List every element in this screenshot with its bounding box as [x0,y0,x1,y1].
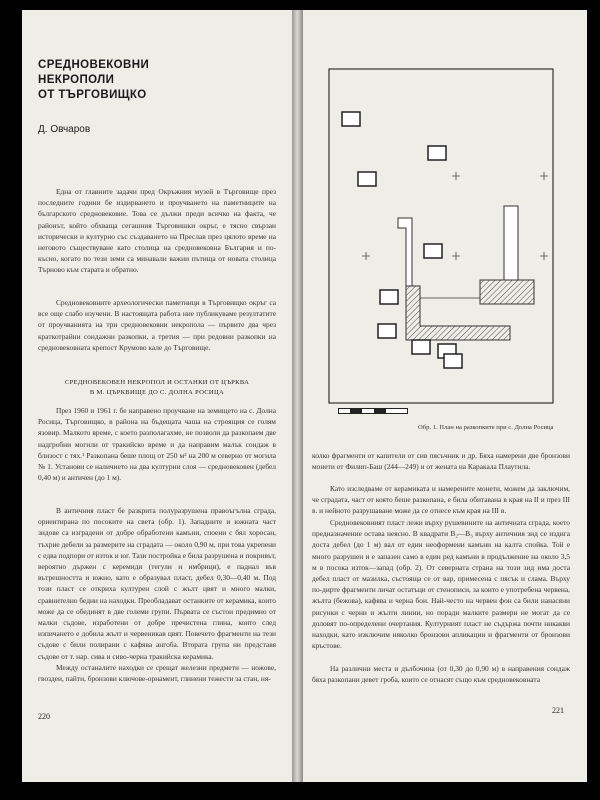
title-line-3: ОТ ТЪРГОВИЩКО [38,89,147,101]
section-heading [38,378,276,398]
page-number-left: 220 [38,712,50,721]
wall-east [504,206,518,280]
section-heading-line-2: В М. ЦЪРКВИЩЕ ДО С. ДОЛНА РОСИЦА [89,389,225,396]
section-heading-line-1: СРЕДНОВЕКОВЕН НЕКРОПОЛ И ОСТАНКИ ОТ ЦЪРКВА [64,379,250,386]
right-paragraph-1: колко фрагменти от капители от сив пясъчник и др. Бяха намерени две бронзови монети от Филип-Баш (244—249) и от жената на Каракала Плаутила. [312,451,570,472]
body-paragraph-1: През 1960 и 1961 г. бе направено проучване на земището на с. Долна Росица, Търговищко, в района на бъдещата чаша на строящия се голям язовир. Малкото време, с което разполагахме, не позволи да разкопаем две надгробни могили от тракийско време и да направим малък сондаж в близост с тях.¹ Разкопана беше площ от 250 м² на 200 м северно от могила № 1. Установи се наличието на два културни слоя — средновековен (дебел 0,40 м) и античен (до 1 м). [38,406,276,483]
wall-west [398,218,412,286]
right-paragraph-3: Средновековният пласт лежи върху рушевините на античната сграда, което предназначение остава неясно. В квадрати В₂—В₃ върху античния зид се издига доста дебел (до 1 м) вал от един неоформени камъни на калта спойка. Той е много разрушен и е запазен само в един ред камъни в продължение на около 3,5 м в посока изток—запад (обр. 2). От северната страна на този зид има доста дебел пласт от мазилка, състояща се от вар, примесена с пясък и слама. Върху по-дирте фрагменти личат остатъци от стенописи, за които е употребена червена, жълта (бежова), кафява и черна бои. Най-често на червен фон са били нанасяни рисунки с черни и жълти линии, но поради малките размери не могат да се доловят по-определени очертания. Културният пласт не съдържа почти никакви находки, като изключим няколко бронзови апликации и фрагменти от бронзови кръстове. [312,518,570,651]
book-gutter [292,10,303,782]
article-title [38,58,149,103]
body-paragraph-3: Между останалите находки се срещат железни предмети — ножове, гвоздеи, пайти, бронзови ключове-орнамент, глинени тежести за стан, ня- [38,663,276,684]
wall-hatched-east [480,280,534,304]
right-paragraph-4: На различни места и дълбочина (от 0,30 до 0,90 м) в направения сондаж бяха разкопани девет гроба, които се отнасят също към средновековната [312,664,570,685]
intro-paragraph-2: Средновековните археологически паметници в Търговищко окръг са все още слабо изучени. В настоящата работа ние публикуваме резултатите от проучванията на три средновековни некропола — първите два чрез краткотрайни сондажни разкопки, а третия — при редовни разкопки на средновековната крепост Крумово кале до Търговище. [38,298,276,352]
right-paragraph-2: Като изследваме от керамиката и намерените монети, можем да заключим, че сградата, част от която беше разкопана, е била обитавана в края на II и през III в. и нейното разрушаване може да се отнесе към края на III в. [312,484,570,516]
excavation-plan-figure [328,68,554,404]
figure-caption: Обр. 1. План на разкопките при с. Долна Росица [418,424,554,431]
intro-paragraph-1: Една от главните задачи пред Окръжния музей в Търговище през последните години бе издирването и проучването на паметниците на българското средновековие. Това се дължи преди всичко на факта, че районът, който обхваща сегашния Търговишки окръг, е тясно свързан исторически и културно със създаването на Преслав през цялото време на неговото съществуване като столица на средновековна България и по-късно, когато по тези земи са минавали важни пътища от новата столица Търново към старата и обратно. [38,187,276,275]
body-paragraph-2: В античния пласт бе разкрита полуразрушена правоъгълна сграда, ориентирана по посоките на света (обр. 1). Западните и южната част зидове са изградени от добре обработени камъни, споени с бял хоросан, тъхрие дебели за размерите на сградата — около 0,90 м, при това укрепени с едва подпори от изток и юг. Тази постройка е била разрушена и покривът, вероятно държен с керемиди (тегули и имбрици), е паднал във вътрешността и южно, като е образувал пласт, дебел 0,30—0,40 м. Под този пласт се откриха културен слой с жълт цвят и много малки, сравнително бедни на находки. Преобладават останките от керамика, които може да се обединят в две големи групи. Първата се състои предимно от малки съдове, изработени от добре пречистена глина, които след изпичането е добила жълт и червеникав цвят. Повечето фрагменти на тези съдове с били полирани с кафява ангоба. Втората група ни представя съдове от т. нар. сива и сиво-черна тракийска керамика. [38,506,276,661]
page-number-right: 221 [552,706,564,715]
title-line-2: НЕКРОПОЛИ [38,74,115,86]
title-line-1: СРЕДНОВЕКОВНИ [38,59,150,71]
grid-crosses [362,172,548,260]
scale-bar [338,406,408,416]
author-name: Д. Овчаров [38,124,91,135]
